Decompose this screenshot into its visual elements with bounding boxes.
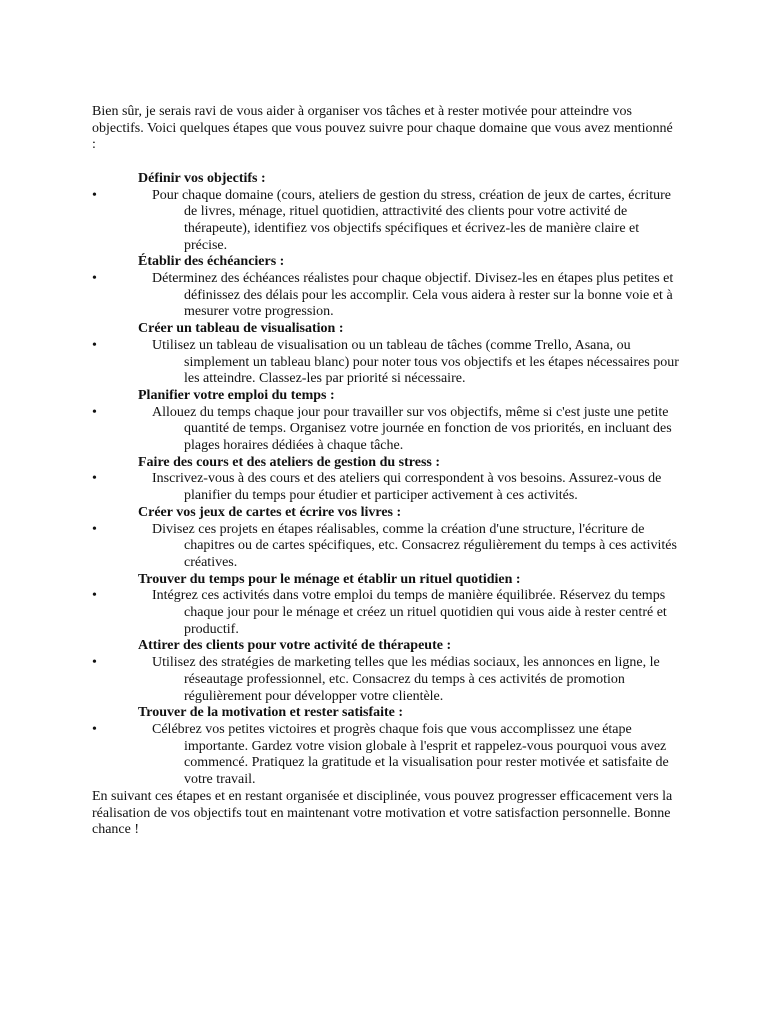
list-item-text: Déterminez des échéances réalistes pour chaque objectif. Divisez-les en étapes plus petites et définissez des délais pour les accomplir. Cela vous aidera à rester sur la bonne voie et à mesurer votre progression. <box>152 271 674 320</box>
bullet-icon: • <box>92 722 97 737</box>
list-item <box>92 722 680 789</box>
section-heading: Attirer des clients pour votre activité de thérapeute : <box>138 638 452 654</box>
list-item-text: Inscrivez-vous à des cours et des ateliers qui correspondent à vos besoins. Assurez-vous de planifier du temps pour étudier et participer activement à ces activités. <box>152 471 662 504</box>
list-item <box>92 188 680 255</box>
intro-paragraph: Bien sûr, je serais ravi de vous aider à organiser vos tâches et à rester motivée pour atteindre vos objectifs. Voici quelques étapes que vous pouvez suivre pour chaque domaine que vous avez mentionné : <box>92 104 673 153</box>
list-item <box>92 271 680 321</box>
document-body <box>92 104 680 839</box>
list-item-text: Utilisez des stratégies de marketing telles que les médias sociaux, les annonces en ligne, le réseautage professionnel, etc. Consacrez du temps à ces activités de promotion régulièrement pour développer votre clientèle. <box>152 655 660 704</box>
list-item-text: Divisez ces projets en étapes réalisables, comme la création d'une structure, l'écriture de chapitres ou de cartes spécifiques, etc. Consacrez régulièrement du temps à ces activités créatives. <box>152 521 677 570</box>
steps-list <box>92 171 680 789</box>
section-heading: Établir des échéanciers : <box>138 254 285 270</box>
blank-line <box>92 154 680 171</box>
list-item <box>92 522 680 572</box>
list-item <box>92 405 680 455</box>
list-item-text: Intégrez ces activités dans votre emploi du temps de manière équilibrée. Réservez du temps chaque jour pour le ménage et créez un rituel quotidien qui vous aide à rester centré et productif. <box>152 588 667 637</box>
bullet-icon: • <box>92 404 97 420</box>
list-item <box>92 588 680 638</box>
bullet-icon: • <box>92 655 97 671</box>
bullet-icon: • <box>92 471 97 487</box>
section-heading: Créer un tableau de visualisation : <box>138 321 344 337</box>
bullet-icon: • <box>92 187 97 203</box>
section-heading: Créer vos jeux de cartes et écrire vos livres : <box>138 504 402 520</box>
section-heading: Planifier votre emploi du temps : <box>138 387 335 403</box>
section-heading: Faire des cours et des ateliers de gestion du stress : <box>138 454 440 470</box>
list-item-text: Célébrez vos petites victoires et progrès chaque fois que vous accomplissez une étape importante. Gardez votre vision globale à l'esprit et rappelez-vous pourquoi vous avez commencé. Pratiquez la gratitude et la visualisation pour rester motivée et satisfaite de votre travail. <box>152 722 669 788</box>
section-heading: Trouver de la motivation et rester satisfaite : <box>138 705 404 721</box>
list-item <box>92 471 680 504</box>
bullet-icon: • <box>92 271 97 287</box>
list-item-text: Allouez du temps chaque jour pour travailler sur vos objectifs, même si c'est juste une petite quantité de temps. Organisez votre journée en fonction de vos priorités, en incluant des plages horaires dédiées à chaque tâche. <box>152 404 672 454</box>
list-item <box>92 655 680 705</box>
list-item <box>92 338 680 388</box>
list-item-text: Pour chaque domaine (cours, ateliers de gestion du stress, création de jeux de cartes, écriture de livres, ménage, rituel quotidien, attractivité des clients pour votre activité de thérapeute), identifiez vos objectifs spécifiques et écrivez-les de manière claire et précise. <box>152 187 671 253</box>
bullet-icon: • <box>92 521 97 537</box>
section-heading: Trouver du temps pour le ménage et établir un rituel quotidien : <box>138 571 521 587</box>
bullet-icon: • <box>92 337 97 353</box>
conclusion-paragraph: En suivant ces étapes et en restant organisée et disciplinée, vous pouvez progresser efficacement vers la réalisation de vos objectifs tout en maintenant votre motivation et votre satisfaction personnelle. Bonne chance ! <box>92 788 673 838</box>
bullet-icon: • <box>92 588 97 604</box>
list-item-text: Utilisez un tableau de visualisation ou un tableau de tâches (comme Trello, Asana, ou simplement un tableau blanc) pour noter tous vos objectifs et les étapes nécessaires pour les atteindre. Classez-les par priorité si nécessaire. <box>152 337 679 387</box>
section-heading: Définir vos objectifs : <box>138 170 266 186</box>
